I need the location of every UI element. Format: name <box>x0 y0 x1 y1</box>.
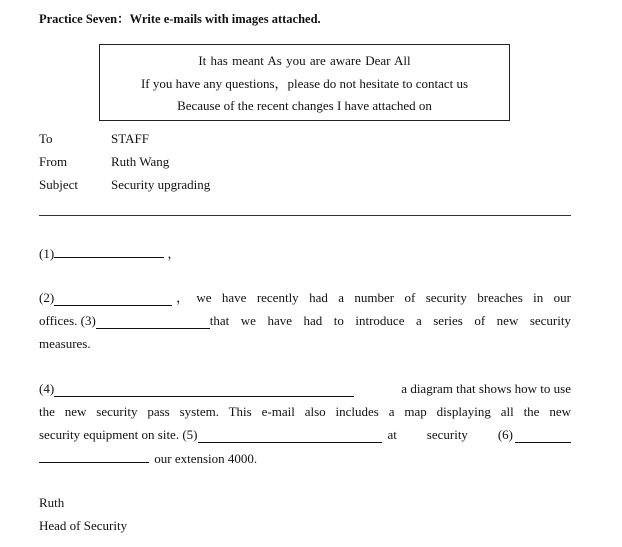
signature-role: Head of Security <box>39 518 128 533</box>
paragraph-3-after-5: at security (6) <box>387 427 513 442</box>
paragraph-3-line-3 <box>39 427 571 443</box>
blank-1-number: (1) <box>39 246 55 261</box>
blank-4[interactable] <box>54 384 354 397</box>
exercise-title: Practice Seven：Write e-mails with images attached. <box>39 12 321 26</box>
paragraph-2-before-3: offices. (3) <box>39 313 96 328</box>
blank-1-after: ， <box>167 246 181 261</box>
blank-3[interactable] <box>96 316 210 329</box>
paragraph-2-line-1 <box>39 290 571 306</box>
paragraph-3-after-4: a diagram that shows how to use <box>401 381 571 396</box>
paragraph-2-text-1: ，we have recently had a number of security breaches in our <box>176 290 571 305</box>
signature-name: Ruth <box>39 495 65 510</box>
word-bank-box <box>99 44 510 121</box>
paragraph-3-line-1 <box>39 381 571 397</box>
from-label: From <box>39 154 68 169</box>
blank-1[interactable] <box>54 245 164 258</box>
blank-2[interactable] <box>54 293 172 306</box>
to-label: To <box>39 131 53 146</box>
paragraph-2-after-3: that we have had to introduce a series of new security <box>209 313 571 328</box>
word-bank-line-1: It has meant As you are aware Dear All <box>198 53 411 68</box>
paragraph-3-before-5: security equipment on site. (5) <box>39 427 198 442</box>
paragraph-3-after-6: our extension 4000. <box>154 451 258 466</box>
to-value: STAFF <box>111 131 149 146</box>
blank-5[interactable] <box>198 430 382 443</box>
blank-2-number: (2) <box>39 290 55 305</box>
blank-6-start[interactable] <box>515 430 571 443</box>
blank-4-number: (4) <box>39 381 55 396</box>
from-value: Ruth Wang <box>111 154 170 169</box>
paragraph-3-line-4 <box>39 450 571 467</box>
header-divider <box>39 215 571 216</box>
paragraph-2-line-3: measures. <box>39 336 91 351</box>
paragraph-3-line-2: the new security pass system. This e-mail also includes a map displaying all the new <box>39 404 571 419</box>
greeting-line <box>39 245 571 262</box>
subject-value: Security upgrading <box>111 177 211 192</box>
word-bank-line-2: If you have any questions，please do not hesitate to contact us <box>140 76 469 91</box>
blank-6-continued[interactable] <box>39 450 149 463</box>
word-bank-line-3: Because of the recent changes I have attached on <box>177 98 432 113</box>
paragraph-2-line-2 <box>39 313 571 329</box>
subject-label: Subject <box>39 177 78 192</box>
